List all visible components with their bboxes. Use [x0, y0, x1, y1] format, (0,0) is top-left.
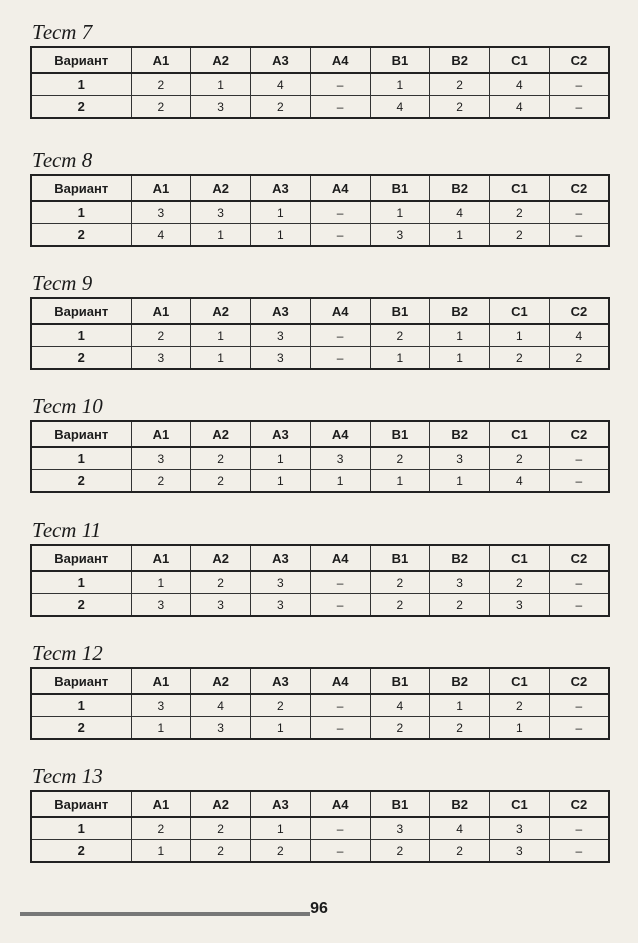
column-header: C1 [490, 421, 550, 447]
table-row [31, 96, 609, 119]
answer-cell: 2 [549, 347, 609, 370]
column-header: C2 [549, 175, 609, 201]
column-header: C2 [549, 668, 609, 694]
column-header: C2 [549, 791, 609, 817]
column-header: Вариант [31, 791, 131, 817]
column-header: A1 [131, 47, 191, 73]
column-header: C2 [549, 298, 609, 324]
column-header: A2 [191, 791, 251, 817]
answer-cell: 2 [131, 817, 191, 840]
answer-cell: – [310, 73, 370, 96]
header-row [31, 791, 609, 817]
answer-cell: – [310, 594, 370, 617]
answer-cell: 3 [430, 447, 490, 470]
answer-cell: – [549, 840, 609, 863]
column-header: C2 [549, 47, 609, 73]
column-header: B1 [370, 47, 430, 73]
test-title: Тест 13 [32, 764, 103, 788]
column-header: A1 [131, 175, 191, 201]
column-header: A4 [310, 668, 370, 694]
answer-cell: 3 [430, 571, 490, 594]
column-header: A4 [310, 298, 370, 324]
column-header: B2 [430, 791, 490, 817]
table-row [31, 324, 609, 347]
answer-cell: 1 [191, 73, 251, 96]
answer-cell: 1 [370, 73, 430, 96]
column-header: B1 [370, 421, 430, 447]
test-block [30, 639, 610, 740]
answers-table [30, 46, 610, 119]
answer-cell: 1 [131, 571, 191, 594]
column-header: B2 [430, 545, 490, 571]
answer-cell: – [310, 96, 370, 119]
answer-cell: 3 [191, 594, 251, 617]
answer-cell: 1 [430, 347, 490, 370]
test-title: Тест 11 [32, 518, 102, 542]
answer-cell: 1 [430, 470, 490, 493]
answer-cell: 2 [490, 447, 550, 470]
column-header: A2 [191, 421, 251, 447]
column-header: C1 [490, 791, 550, 817]
answer-cell: 3 [251, 594, 311, 617]
column-header: A4 [310, 47, 370, 73]
answer-cell: 3 [370, 817, 430, 840]
answer-cell: 3 [131, 694, 191, 717]
answer-cell: 3 [370, 224, 430, 247]
table-row [31, 594, 609, 617]
answer-cell: 1 [191, 324, 251, 347]
column-header: B1 [370, 175, 430, 201]
header-row [31, 421, 609, 447]
answer-cell: 4 [251, 73, 311, 96]
answer-cell: 1 [370, 470, 430, 493]
answer-cell: 3 [131, 347, 191, 370]
answer-cell: 2 [490, 224, 550, 247]
test-block [30, 762, 610, 863]
column-header: A2 [191, 175, 251, 201]
answer-cell: 3 [490, 840, 550, 863]
answer-cell: 2 [490, 571, 550, 594]
answers-table [30, 174, 610, 247]
column-header: C2 [549, 545, 609, 571]
column-header: Вариант [31, 175, 131, 201]
column-header: Вариант [31, 47, 131, 73]
answer-cell: – [310, 817, 370, 840]
answer-cell: – [310, 324, 370, 347]
variant-cell: 1 [31, 447, 131, 470]
column-header: B1 [370, 668, 430, 694]
answer-cell: 1 [131, 840, 191, 863]
answer-cell: 1 [251, 224, 311, 247]
answer-cell: 3 [131, 201, 191, 224]
answer-cell: 2 [131, 73, 191, 96]
answer-cell: 1 [490, 324, 550, 347]
answer-cell: 2 [370, 447, 430, 470]
column-header: A2 [191, 47, 251, 73]
answer-cell: 1 [131, 717, 191, 740]
column-header: C1 [490, 545, 550, 571]
test-title: Тест 12 [32, 641, 103, 665]
answer-cell: – [310, 840, 370, 863]
answer-cell: – [549, 571, 609, 594]
answer-cell: 2 [430, 717, 490, 740]
answer-cell: 3 [131, 594, 191, 617]
answer-cell: 2 [370, 840, 430, 863]
column-header: A3 [251, 298, 311, 324]
answer-cell: – [310, 717, 370, 740]
answer-cell: 4 [430, 817, 490, 840]
answer-cell: 2 [490, 201, 550, 224]
answer-cell: – [549, 470, 609, 493]
column-header: Вариант [31, 421, 131, 447]
table-row [31, 840, 609, 863]
answer-cell: 2 [370, 594, 430, 617]
variant-cell: 1 [31, 694, 131, 717]
test-block [30, 516, 610, 617]
answer-cell: – [549, 694, 609, 717]
column-header: A3 [251, 668, 311, 694]
answer-cell: 1 [251, 201, 311, 224]
variant-cell: 2 [31, 224, 131, 247]
answer-cell: 1 [370, 201, 430, 224]
answer-cell: 3 [310, 447, 370, 470]
answer-cell: 3 [251, 571, 311, 594]
variant-cell: 1 [31, 817, 131, 840]
answer-cell: – [549, 447, 609, 470]
table-row [31, 73, 609, 96]
variant-cell: 2 [31, 840, 131, 863]
column-header: B2 [430, 298, 490, 324]
test-block [30, 269, 610, 370]
column-header: Вариант [31, 545, 131, 571]
column-header: A3 [251, 791, 311, 817]
header-row [31, 545, 609, 571]
answer-cell: – [310, 347, 370, 370]
table-row [31, 224, 609, 247]
answer-cell: – [549, 817, 609, 840]
variant-cell: 2 [31, 96, 131, 119]
column-header: A4 [310, 545, 370, 571]
answer-cell: 4 [191, 694, 251, 717]
answer-cell: 3 [251, 347, 311, 370]
answer-cell: 1 [430, 694, 490, 717]
column-header: A2 [191, 668, 251, 694]
test-title: Тест 9 [32, 271, 93, 295]
column-header: C2 [549, 421, 609, 447]
column-header: B2 [430, 668, 490, 694]
answer-cell: 2 [191, 840, 251, 863]
variant-cell: 2 [31, 717, 131, 740]
answer-cell: 4 [490, 96, 550, 119]
answer-cell: 2 [251, 694, 311, 717]
table-row [31, 717, 609, 740]
column-header: A3 [251, 47, 311, 73]
column-header: B1 [370, 791, 430, 817]
column-header: B1 [370, 545, 430, 571]
variant-cell: 1 [31, 324, 131, 347]
column-header: A1 [131, 545, 191, 571]
answer-cell: 3 [131, 447, 191, 470]
column-header: B2 [430, 47, 490, 73]
column-header: Вариант [31, 668, 131, 694]
answer-cell: 3 [251, 324, 311, 347]
variant-cell: 1 [31, 73, 131, 96]
answer-cell: 4 [370, 96, 430, 119]
answer-cell: 2 [131, 470, 191, 493]
answer-cell: 3 [191, 717, 251, 740]
answer-cell: 2 [430, 840, 490, 863]
test-block [30, 146, 610, 247]
answer-cell: – [549, 96, 609, 119]
test-block [30, 18, 610, 119]
answer-cell: 1 [251, 470, 311, 493]
answer-cell: 2 [191, 571, 251, 594]
answer-cell: 4 [490, 73, 550, 96]
answer-cell: 2 [131, 324, 191, 347]
column-header: A1 [131, 421, 191, 447]
column-header: A1 [131, 298, 191, 324]
column-header: A2 [191, 298, 251, 324]
table-row [31, 694, 609, 717]
answer-cell: 1 [430, 324, 490, 347]
answer-cell: 3 [191, 96, 251, 119]
variant-cell: 1 [31, 571, 131, 594]
answer-cell: 1 [310, 470, 370, 493]
answer-cell: 4 [131, 224, 191, 247]
answer-cell: 1 [251, 717, 311, 740]
table-row [31, 201, 609, 224]
column-header: A4 [310, 421, 370, 447]
test-block [30, 392, 610, 493]
page-number: 96 [310, 900, 328, 917]
answer-cell: – [549, 201, 609, 224]
column-header: B1 [370, 298, 430, 324]
column-header: C1 [490, 668, 550, 694]
answer-cell: 2 [251, 96, 311, 119]
column-header: A4 [310, 175, 370, 201]
answer-cell: 4 [430, 201, 490, 224]
answer-cell: 2 [370, 717, 430, 740]
answer-cell: – [549, 224, 609, 247]
answer-cell: 1 [490, 717, 550, 740]
answer-cell: 4 [370, 694, 430, 717]
answer-cell: – [549, 594, 609, 617]
table-row [31, 470, 609, 493]
column-header: A4 [310, 791, 370, 817]
test-title: Тест 8 [32, 148, 93, 172]
answers-table [30, 544, 610, 617]
variant-cell: 2 [31, 347, 131, 370]
column-header: C1 [490, 298, 550, 324]
table-row [31, 347, 609, 370]
answer-cell: 2 [490, 694, 550, 717]
answer-cell: 2 [191, 447, 251, 470]
answers-table [30, 667, 610, 740]
answer-cell: 1 [251, 817, 311, 840]
answer-cell: 4 [490, 470, 550, 493]
answer-cell: – [310, 571, 370, 594]
answer-cell: – [310, 224, 370, 247]
column-header: A3 [251, 175, 311, 201]
bottom-rule [20, 912, 310, 916]
answer-cell: – [310, 694, 370, 717]
variant-cell: 1 [31, 201, 131, 224]
column-header: A1 [131, 791, 191, 817]
answer-cell: 1 [251, 447, 311, 470]
answer-cell: 2 [191, 470, 251, 493]
answer-cell: 3 [490, 817, 550, 840]
test-title: Тест 7 [32, 20, 93, 44]
answer-cell: 2 [430, 594, 490, 617]
answer-cell: 2 [191, 817, 251, 840]
answers-table [30, 790, 610, 863]
column-header: Вариант [31, 298, 131, 324]
answer-cell: 3 [191, 201, 251, 224]
column-header: C1 [490, 175, 550, 201]
column-header: A2 [191, 545, 251, 571]
answer-cell: 1 [370, 347, 430, 370]
answer-cell: 1 [191, 347, 251, 370]
answer-cell: 2 [430, 73, 490, 96]
answer-cell: 1 [430, 224, 490, 247]
test-title: Тест 10 [32, 394, 103, 418]
column-header: B2 [430, 421, 490, 447]
column-header: C1 [490, 47, 550, 73]
table-row [31, 447, 609, 470]
answer-cell: 2 [251, 840, 311, 863]
answers-table [30, 297, 610, 370]
answer-cell: 2 [430, 96, 490, 119]
answer-cell: 2 [370, 324, 430, 347]
column-header: A3 [251, 545, 311, 571]
answer-cell: 2 [131, 96, 191, 119]
header-row [31, 298, 609, 324]
header-row [31, 47, 609, 73]
column-header: A1 [131, 668, 191, 694]
answer-cell: – [549, 717, 609, 740]
answer-cell: 3 [490, 594, 550, 617]
variant-cell: 2 [31, 470, 131, 493]
variant-cell: 2 [31, 594, 131, 617]
answer-cell: 4 [549, 324, 609, 347]
answer-cell: – [549, 73, 609, 96]
answer-cell: 1 [191, 224, 251, 247]
column-header: A3 [251, 421, 311, 447]
answers-table [30, 420, 610, 493]
header-row [31, 175, 609, 201]
column-header: B2 [430, 175, 490, 201]
answer-cell: 2 [490, 347, 550, 370]
table-row [31, 817, 609, 840]
table-row [31, 571, 609, 594]
answer-cell: – [310, 201, 370, 224]
answer-cell: 2 [370, 571, 430, 594]
header-row [31, 668, 609, 694]
